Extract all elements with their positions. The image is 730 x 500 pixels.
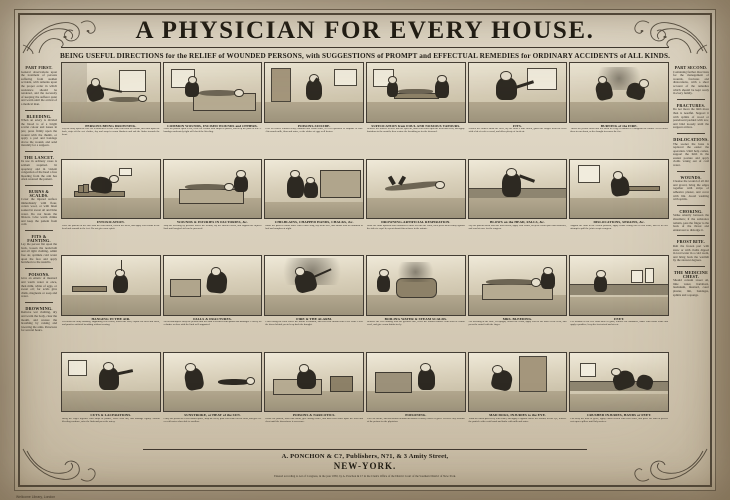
plate-cell <box>569 255 669 350</box>
plate-cell <box>366 159 466 254</box>
plate-caption: INTOXICATION. <box>96 220 125 225</box>
side-entry <box>673 104 709 130</box>
divider <box>677 266 705 267</box>
plate-text: Do not attempt to carry the person until the limb is secured with splints and bandages. Convey on a shutter or door with the limb well supported. <box>163 321 262 327</box>
side-heading: THE MEDICINE CHEST. <box>673 269 709 279</box>
archive-credit: Wellcome Library, London <box>16 495 56 499</box>
publisher-city: NEW-YORK. <box>333 461 397 471</box>
plate-text: Remove the sufferer at once into the open air, dash cold water upon the head and chest, and apply hartshorn to the nostrils; then restore the breathing as for the drowned. <box>366 128 465 134</box>
plate-text: Place the patient upon a bed, close the wound with straps of plaster, and keep the parts at rest. A bandage moderately tight will check the bleeding. <box>163 128 262 134</box>
poster-header <box>23 16 707 62</box>
side-entry <box>21 66 57 107</box>
plate-text: Wash the bitten part freely with water, and apply a ligature above the wound; for the eye, remove the particle with a soft brush and bathe with milk and water. <box>468 417 567 423</box>
side-body: Its use in ordinary cases is seldom required. In apoplexy and in violent congestion of the head a free bleeding from the arm has often restored the patient. <box>21 159 57 182</box>
plate-cell <box>264 159 364 254</box>
plate-cell <box>61 255 161 350</box>
plate-text: Crawl along the floor where the smoke is thinnest, and cover the mouth with a wet cloth. Close the doors behind you to keep back the draught. <box>265 321 363 327</box>
side-heading: DROWNING. <box>25 305 53 311</box>
poster-subtitle: BEING USEFUL DIRECTIONS for the RELIEF of WOUNDED PERSONS, with SUGGESTIONS of PROMPT and EFFECTUAL REMEDIES for ORDINARY ACCIDENTS of ALL KINDS. <box>59 52 671 60</box>
illustration <box>163 352 263 413</box>
side-body: Containing further directions for the management of wounds, fractures and dislocations, with a short account of the remedies which should be kept ready in every family. <box>673 69 709 96</box>
illustration <box>366 62 466 123</box>
side-body: Do not move the limb more than is needful. Support it with splints of wood or pasteboard padded with tow, and bind loosely until the surgeon arrives. <box>673 107 709 130</box>
plate-cell <box>366 62 466 157</box>
side-body: Remove wet clothing, dry and warm the body, clear the mouth, and restore the breathing by raising and lowering the arms. Persevere for several hours. <box>21 310 57 333</box>
plate-cell <box>569 352 669 447</box>
plate-text: Give an emetic without delay; mustard and warm water, or a tea spoonful of sulphate of zinc. Afterwards milk, flour and water, or the whites of eggs well beaten. <box>265 128 363 134</box>
poster-footer <box>23 446 707 486</box>
plate-cell <box>163 255 263 350</box>
illustration <box>61 159 161 220</box>
plate-cell <box>264 255 364 350</box>
plate-caption: BLOWS on the HEAD, FALLS, &c. <box>489 220 545 225</box>
plate-cell <box>264 352 364 447</box>
side-heading: WOUNDS. <box>680 174 702 180</box>
plate-caption: PERSONS BEING DROWNING. <box>85 123 137 128</box>
plate-cell <box>61 62 161 157</box>
left-text-column <box>21 62 57 446</box>
illustration <box>366 352 466 413</box>
plate-text: Carry the person to a cool shaded place, strip the chest, pour cold water on the head, and give ice or cold water when able to swallow. <box>163 417 262 423</box>
printed-plate <box>14 9 716 491</box>
divider <box>677 133 705 134</box>
plate-text: Place the patient on the side with the head raised, loosen the dress, and apply cold cloths to the head and warmth to the feet. Do not give more spirit. <box>62 224 160 230</box>
plate-cell <box>468 159 568 254</box>
divider <box>677 171 705 172</box>
plate-caption: MAD DOGS, INJURIES to the EYE. <box>489 413 546 418</box>
divider <box>677 235 705 236</box>
illustration-grid <box>61 62 669 446</box>
illustration <box>163 159 263 220</box>
plate-caption: CRUSHED INJURIES, HANDS or FEET. <box>587 413 652 418</box>
illustration <box>569 255 669 316</box>
plate-caption: DROWNING-ARTIFICIAL RESPIRATION. <box>381 220 451 225</box>
side-heading: PART FIRST. <box>25 65 53 70</box>
divider <box>25 268 53 269</box>
illustration <box>569 62 669 123</box>
plate-caption: POISONS & NARCOTICS. <box>292 413 336 418</box>
copyright-line: Entered according to Act of Congress, in the year 1850, by A. Ponchon & C? in the Clerk's Office of the District Court of the Southern District of New-York. <box>274 474 456 478</box>
side-heading: FITS & FAINTING. <box>27 233 51 243</box>
illustration <box>264 255 364 316</box>
illustration-cell <box>163 159 263 254</box>
plate-text: Cut away the boot or glove, apply cloths wetted with cold water, and place the limb at perfect rest upon a pillow until help arrives. <box>570 417 668 423</box>
plate-caption: FALLS & FRACTURES. <box>193 316 232 321</box>
plate-text: For bleeding at the nose, sit upright, loosen the collar, apply cold to the back of the neck, and press the nostril with the finger. <box>468 321 567 327</box>
illustration <box>569 352 669 413</box>
plate-text: Lay the body upon the face for a moment to let the water run from the mouth, then turn upon the back, strip off the wet clothes, dry and wrap in warm blankets and rub the limbs towards the heart. <box>62 128 160 137</box>
plate-text: Remove the wet clothing with the greatest care, cover the scalded surface with flour or cotton wool, and give warm drinks freely. <box>366 321 465 327</box>
side-entry <box>21 273 57 299</box>
plate-caption: SUFFOCATION from FOUL AND NOXIOUS VAPOURS. <box>371 123 461 128</box>
plate-text: Raise the arms upwards and outwards to draw air into the chest, then press them firmly against the sides to expel it; repeat about fifteen times in the minute. <box>366 224 465 230</box>
side-entry <box>673 240 709 263</box>
divider <box>25 151 53 152</box>
side-body: General observations upon the treatment of persons suffering from sudden accident, with remarks upon the proper order in which assistance should be rendered, and the necessity of keeping the sufferer quiet and warm until the arrival of a medical man. <box>21 69 57 106</box>
side-entry <box>673 176 709 202</box>
plate-caption: POISONING. <box>405 413 427 418</box>
side-heading: DISLOCATIONS. <box>673 136 709 142</box>
plate-caption: COMMON WOUNDS, INCISED WOUNDS and OTHERS. <box>167 123 258 128</box>
side-body: Cover the injured surface immediately with flour, cotton wool, or with linen soaked in sweet oil and lime water. Do not break the blisters. Give warm drinks and keep the patient from cold. <box>21 197 57 227</box>
plate-caption: POISONS-SUICIDE. <box>297 123 331 128</box>
illustration <box>569 159 669 220</box>
side-entry <box>21 115 57 148</box>
side-heading: FROST BITE. <box>676 239 706 245</box>
plate-cell <box>569 159 669 254</box>
plate-caption: MRS. BLEEDING. <box>502 316 533 321</box>
plate-text: Give an emetic, and afterwards demulcent drinks of barley water or gruel. Preserve any remains of the poison for the physician. <box>366 417 465 423</box>
plate-caption: FIRE & THE ALARM. <box>296 316 333 321</box>
right-text-column <box>673 62 709 446</box>
divider <box>25 110 53 111</box>
side-body: The sooner the bone is replaced the easier the operation. Until help comes, support the limb in the easiest posture and apply cloths wrung out of cold water. <box>673 141 709 168</box>
plate-text: Cut down the body instantly, supporting it as it falls, loosen the cord, expose the neck and chest, and practise artificial breathing without ceasing. <box>62 321 160 327</box>
illustration <box>468 255 568 316</box>
plate-cell <box>468 62 568 157</box>
side-entry <box>21 235 57 265</box>
side-entry <box>673 66 709 96</box>
side-body: When an artery is divided the blood is of a bright scarlet colour and issues in jets; press firmly upon the wound with the thumb, or apply a pad and bandage above the wound, and send instantly for a surgeon. <box>21 118 57 148</box>
plate-text: Support the limb in the easiest position, apply cloths wrung out of cold water, and let no one attempt to pull the joint except a surgeon. <box>570 224 668 230</box>
plate-caption: SUNSTROKE, or HEAT of the SUN. <box>184 413 241 418</box>
side-entry <box>21 307 57 333</box>
plate-cell <box>163 62 263 157</box>
footer-rule <box>143 449 587 450</box>
illustration <box>264 159 364 220</box>
side-heading: THE LANCET. <box>23 154 55 160</box>
illustration <box>163 255 263 316</box>
plate-caption: HANGING IN THE AIR. <box>91 316 131 321</box>
plate-cell <box>468 255 568 350</box>
plate-caption: CUTS & LACERATIONS. <box>90 413 132 418</box>
plate-caption: FITS. <box>513 123 522 128</box>
illustration <box>468 159 568 220</box>
plate-text: Stop the bleeding by pressure above the wound, lay the sufferer down, and support the injured limb until surgical aid can be procured. <box>163 224 262 230</box>
divider <box>677 99 705 100</box>
divider <box>677 205 705 206</box>
plate-caption: DISLOCATIONS, SPRAINS, &c. <box>593 220 645 225</box>
plate-caption: BOILING WATER & STEAM SCALDS. <box>384 316 448 321</box>
plate-cell <box>163 352 263 447</box>
side-body: Give an emetic of mustard and warm water at once, then milk, white of eggs, or sweet oil; for acids give chalk, magnesia or soap and water. <box>21 276 57 299</box>
plate-cell <box>61 159 161 254</box>
side-heading: BURNS & SCALDS. <box>28 189 50 198</box>
plate-text: Throw the person down and roll them in a rug or blanket to extinguish the flames. Never allow them to run about, as the draught increases the fire. <box>570 128 668 134</box>
plate-text: Lay the patient down with the head raised, apply cold cloths, keep the room quiet and darkened, and send at once for the surgeon. <box>468 224 567 230</box>
plate-cell <box>366 255 466 350</box>
side-heading: FRACTURES. <box>676 102 706 108</box>
side-heading: CHOKING. <box>679 208 703 214</box>
plate-text: For wounds of the feet from nails or glass, remove the substance, bathe with warm water and apply a poultice; keep the foot raised and at rest. <box>570 321 668 327</box>
plate-text: Rouse the patient, walk him about, give strong coffee, and dash cold water upon the head and chest until the drowsiness is overcome. <box>265 417 363 423</box>
side-body: Rub the frozen part with snow or with cloths dipped in iced water in a cold room, and bring back the warmth by the slowest degrees. <box>673 243 709 263</box>
plate-caption: CHILBLAINS, CHAPPED HANDS, CHALKS, &c. <box>274 220 354 225</box>
side-body: Cleanse the wound of all dirt and gravel, bring the edges together with strips of adhesive plaster, and cover with lint. Avoid washing with spirits. <box>673 179 709 202</box>
side-body: Lay the person flat upon the back, loosen the neckcloth and all tight clothing, admit free air, sprinkle cold water upon the face and apply hartshorn to the nostrils. <box>21 242 57 265</box>
plate-text: Bathe the parts in warm water with a little soap, dry them well, and anoint with an ointment of lard and camphor at night. <box>265 224 363 230</box>
plate-caption: BURNING of the FIRE. <box>600 123 638 128</box>
side-heading: PART SECOND. <box>674 65 708 70</box>
plate-cell <box>366 352 466 447</box>
plate-cell <box>468 352 568 447</box>
page-title: A PHYSICIAN FOR EVERY HOUSE. <box>135 17 595 44</box>
illustration <box>264 352 364 413</box>
side-entry <box>673 138 709 168</box>
side-entry <box>673 271 709 297</box>
title-rule <box>61 47 669 48</box>
illustration <box>61 62 161 123</box>
divider <box>25 185 53 186</box>
plate-caption: WOUNDS & INJURIES IN FACTORIES, &c. <box>177 220 248 225</box>
divider <box>25 230 53 231</box>
side-heading: BLEEDING. <box>26 113 52 119</box>
illustration <box>468 62 568 123</box>
side-heading: POISONS. <box>28 271 50 277</box>
illustration <box>366 159 466 220</box>
publisher-line: A. PONCHON & C?, Publishers, N?1, & 3 Amity Street, <box>281 453 449 460</box>
side-entry <box>21 156 57 182</box>
side-body: Strike smartly between the shoulders; if the substance remain, pass the finger to the back of the throat and endeavour to dislodge it. <box>673 213 709 232</box>
side-body: Should contain sweet oil, lime water, hartshorn, laudanum, mustard, court plaster, lint, bandages, splints and a sponge. <box>673 278 709 297</box>
illustration <box>61 255 161 316</box>
side-entry <box>673 210 709 233</box>
divider <box>25 302 53 303</box>
plate-cell <box>61 352 161 447</box>
illustration <box>61 352 161 413</box>
plate-cell <box>569 62 669 157</box>
plate-text: Bring the edges together with strips of plaster, cover with lint, and bandage lightly. Should bleeding continue, raise the limb and press the artery. <box>62 417 160 423</box>
plate-text: Loosen the clothes about the neck, lay the head a little raised, guard the tongue from the teeth with a bit of cork or wood, and allow plenty of fresh air. <box>468 128 567 134</box>
illustration <box>468 352 568 413</box>
illustration <box>264 62 364 123</box>
illustration <box>163 62 263 123</box>
illustration <box>366 255 466 316</box>
plate-cell <box>264 62 364 157</box>
side-entry <box>21 190 57 227</box>
plate-caption: FEET. <box>614 316 625 321</box>
